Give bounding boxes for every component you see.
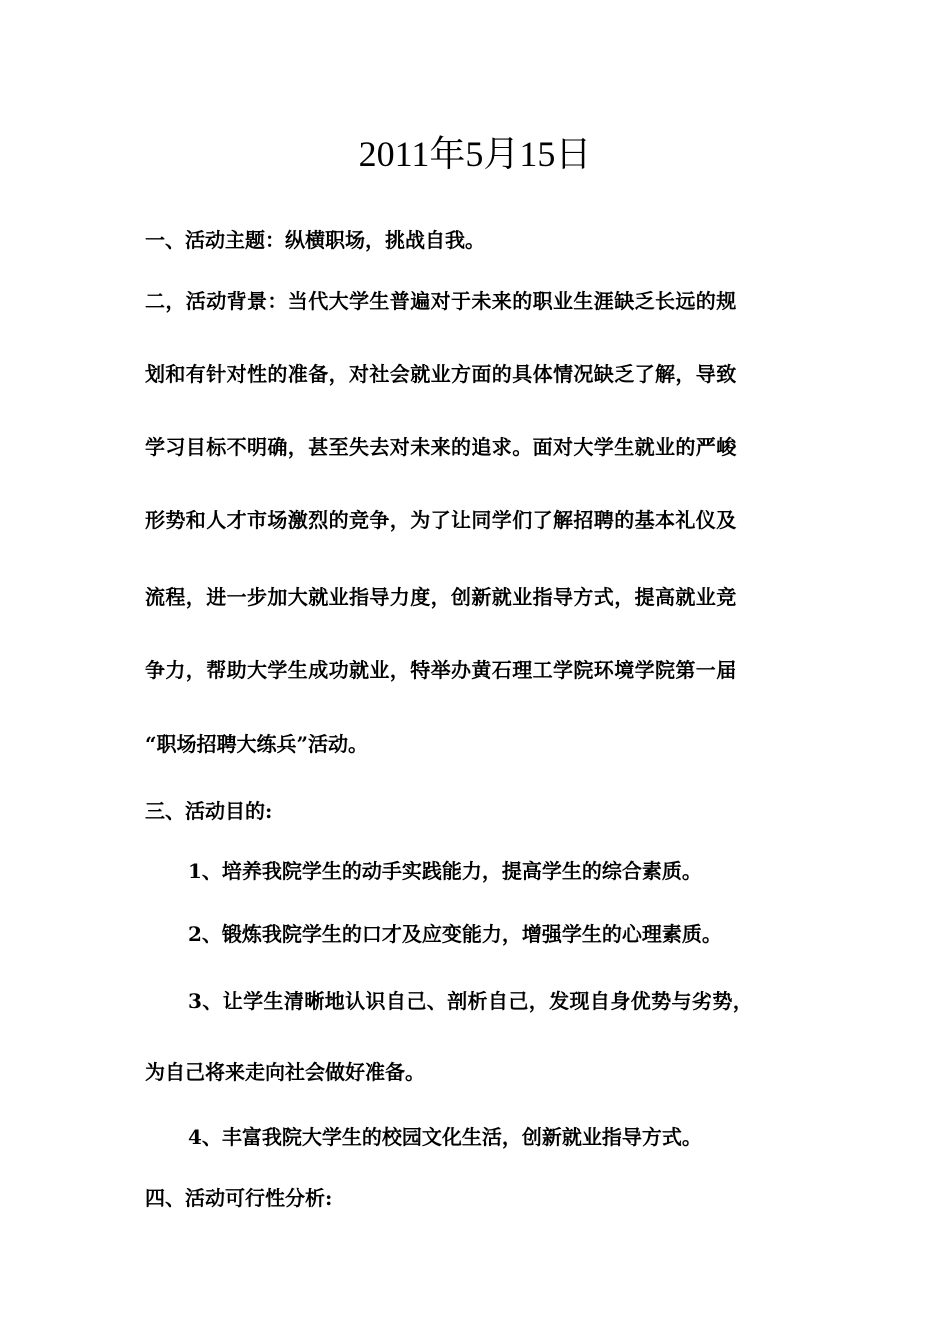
background-line-2: 划和有针对性的准备，对社会就业方面的具体情况缺乏了解，导致 bbox=[145, 362, 737, 386]
purpose-item-3: 3、让学生清晰地认识自己、剖析自己，发现自身优势与劣势， bbox=[188, 989, 754, 1013]
background-line-4: 形势和人才市场激烈的竞争，为了让同学们了解招聘的基本礼仪及 bbox=[145, 508, 737, 532]
section-heading-purpose: 三、活动目的: bbox=[145, 799, 273, 823]
purpose-item-2: 2、锻炼我院学生的口才及应变能力，增强学生的心理素质。 bbox=[188, 922, 722, 946]
background-line-6: 争力，帮助大学生成功就业，特举办黄石理工学院环境学院第一届 bbox=[145, 658, 737, 682]
background-line-5: 流程，进一步加大就业指导力度，创新就业指导方式，提高就业竞 bbox=[145, 585, 737, 609]
theme-line: 一、活动主题：纵横职场，挑战自我。 bbox=[145, 228, 485, 252]
purpose-item-3-continued: 为自己将来走向社会做好准备。 bbox=[145, 1060, 425, 1084]
document-date-title: 2011年5月15日 bbox=[358, 134, 592, 174]
background-line-1: 二，活动背景：当代大学生普遍对于未来的职业生涯缺乏长远的规 bbox=[145, 289, 737, 313]
background-line-7: “职场招聘大练兵”活动。 bbox=[145, 732, 369, 756]
purpose-item-4: 4、丰富我院大学生的校园文化生活，创新就业指导方式。 bbox=[188, 1125, 702, 1149]
section-heading-feasibility: 四、活动可行性分析: bbox=[145, 1186, 333, 1210]
background-line-3: 学习目标不明确，甚至失去对未来的追求。面对大学生就业的严峻 bbox=[145, 435, 737, 459]
purpose-item-1: 1、培养我院学生的动手实践能力，提高学生的综合素质。 bbox=[188, 859, 702, 883]
